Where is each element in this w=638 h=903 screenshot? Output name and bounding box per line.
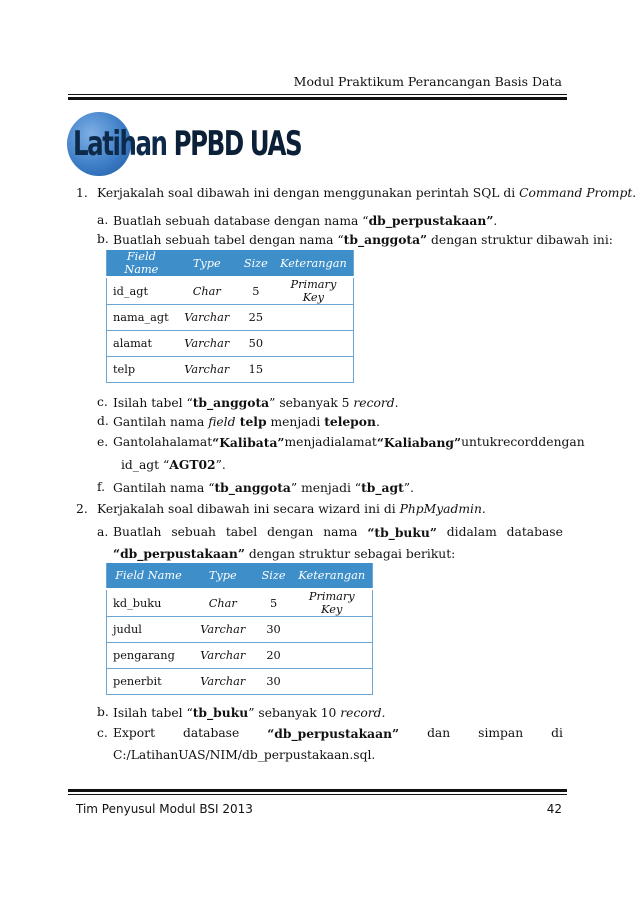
table-cell: 30 — [256, 669, 292, 695]
q2b-text: Isilah tabel “tb_buku” sebanyak 10 record. — [113, 705, 386, 720]
word: Gantolah — [113, 435, 170, 449]
q2c-text-line1 — [113, 726, 563, 741]
table-cell: penerbit — [107, 669, 191, 695]
word: alamat — [334, 435, 377, 449]
table-cell — [292, 617, 373, 643]
table-cell: Char — [176, 277, 238, 305]
q1f-text: Gantilah nama “tb_anggota” menjadi “tb_agt”. — [113, 480, 414, 495]
word: nama — [323, 525, 358, 539]
table-cell: 5 — [256, 589, 292, 617]
q1d-text: Gantilah nama field telp menjadi telepon. — [113, 414, 380, 429]
word: “Kaliabang” — [376, 435, 462, 450]
table-cell: telp — [107, 357, 176, 383]
column-header: Keterangan — [292, 563, 373, 589]
table-cell: 25 — [238, 305, 274, 331]
table-cell — [274, 305, 354, 331]
table-cell: 5 — [238, 277, 274, 305]
q1b-label: b. — [97, 232, 109, 246]
table-cell: Varchar — [190, 669, 256, 695]
table-cell: kd_buku — [107, 589, 191, 617]
table-cell: 20 — [256, 643, 292, 669]
q2b-label: b. — [97, 705, 109, 719]
table-cell: Primary Key — [292, 589, 373, 617]
word: “db_perpustakaan” — [267, 726, 400, 741]
q1c-label: c. — [97, 395, 108, 409]
running-header: Modul Praktikum Perancangan Basis Data — [293, 74, 562, 89]
word: di — [551, 726, 563, 740]
column-header: Field Name — [107, 250, 176, 277]
footer-rule-thin — [68, 794, 567, 795]
table-cell: Varchar — [190, 643, 256, 669]
q1a-text: Buatlah sebuah database dengan nama “db_perpustakaan”. — [113, 213, 498, 228]
table-row — [107, 305, 354, 331]
column-header: Size — [256, 563, 292, 589]
table-row — [107, 669, 373, 695]
footer-authors: Tim Penyusul Modul BSI 2013 — [76, 802, 253, 816]
word: database — [182, 726, 240, 740]
q2c-text-line2: C:/LatihanUAS/NIM/db_perpustakaan.sql. — [113, 748, 376, 762]
header-rule-thick — [68, 97, 567, 100]
word: sebuah — [171, 525, 216, 539]
table-header-row — [107, 563, 373, 589]
anggota-structure-table — [106, 250, 354, 383]
table-row — [107, 357, 354, 383]
q2-text: Kerjakalah soal dibawah ini secara wizard ini di PhpMyadmin. — [97, 502, 486, 516]
column-header: Type — [176, 250, 238, 277]
q1d-label: d. — [97, 414, 109, 428]
word: dengan — [538, 435, 585, 449]
word: database — [506, 525, 563, 539]
table-cell — [292, 669, 373, 695]
section-title-graphic — [67, 112, 302, 178]
q1b-text: Buatlah sebuah tabel dengan nama “tb_anggota” dengan struktur dibawah ini: — [113, 232, 613, 247]
buku-structure-table — [106, 563, 373, 695]
word: simpan — [478, 726, 524, 740]
word: Export — [113, 726, 156, 740]
table-cell: Char — [190, 589, 256, 617]
word: menjadi — [284, 435, 335, 449]
table-cell: Primary Key — [274, 277, 354, 305]
q1a-label: a. — [97, 213, 109, 227]
q1c-text: Isilah tabel “tb_anggota” sebanyak 5 record. — [113, 395, 399, 410]
q2a-text-line2: “db_perpustakaan” dengan struktur sebagai berikut: — [113, 546, 456, 561]
footer-rule-thick — [68, 789, 567, 792]
q1f-label: f. — [97, 480, 106, 494]
page-number: 42 — [546, 802, 562, 816]
table-cell: pengarang — [107, 643, 191, 669]
title-word-latihan: Latihan — [73, 124, 167, 164]
word: “Kalibata” — [212, 435, 285, 450]
word: dengan — [267, 525, 314, 539]
table-header-row — [107, 250, 354, 277]
table-cell: judul — [107, 617, 191, 643]
q2c-label: c. — [97, 726, 108, 740]
column-header: Type — [190, 563, 256, 589]
table-cell: id_agt — [107, 277, 176, 305]
word: didalam — [446, 525, 497, 539]
title-word-ppbd-uas: PPBD UAS — [173, 124, 302, 164]
table-cell — [274, 357, 354, 383]
word: tabel — [225, 525, 258, 539]
q2a-text-line1 — [113, 525, 563, 540]
table-row — [107, 277, 354, 305]
table-cell — [274, 331, 354, 357]
word: “tb_buku” — [367, 525, 437, 540]
table-cell: Varchar — [176, 331, 238, 357]
header-rule-thin — [68, 94, 567, 95]
section-title — [73, 124, 301, 164]
table-cell: Varchar — [176, 305, 238, 331]
q1e-text-line1 — [113, 435, 585, 450]
q2a-label: a. — [97, 525, 109, 539]
word: untuk — [461, 435, 498, 449]
q1-number: 1. — [76, 186, 88, 200]
table-cell: 15 — [238, 357, 274, 383]
column-header: Size — [238, 250, 274, 277]
table-cell: 30 — [256, 617, 292, 643]
table-cell: Varchar — [176, 357, 238, 383]
table-cell: nama_agt — [107, 305, 176, 331]
q2-number: 2. — [76, 502, 88, 516]
q1e-text-line2: id_agt “AGT02”. — [121, 457, 226, 472]
word: alamat — [169, 435, 213, 449]
table-row — [107, 331, 354, 357]
table-row — [107, 617, 373, 643]
table-cell: Varchar — [190, 617, 256, 643]
word: dan — [427, 726, 451, 740]
q1e-label: e. — [97, 435, 109, 449]
table-row — [107, 589, 373, 617]
column-header: Keterangan — [274, 250, 354, 277]
table-cell — [292, 643, 373, 669]
word: Buatlah — [113, 525, 162, 539]
table-row — [107, 643, 373, 669]
table-cell: alamat — [107, 331, 176, 357]
column-header: Field Name — [107, 563, 191, 589]
table-cell: 50 — [238, 331, 274, 357]
word: record — [497, 435, 539, 449]
q1-text: Kerjakalah soal dibawah ini dengan menggunakan perintah SQL di Command Prompt. — [97, 186, 637, 200]
